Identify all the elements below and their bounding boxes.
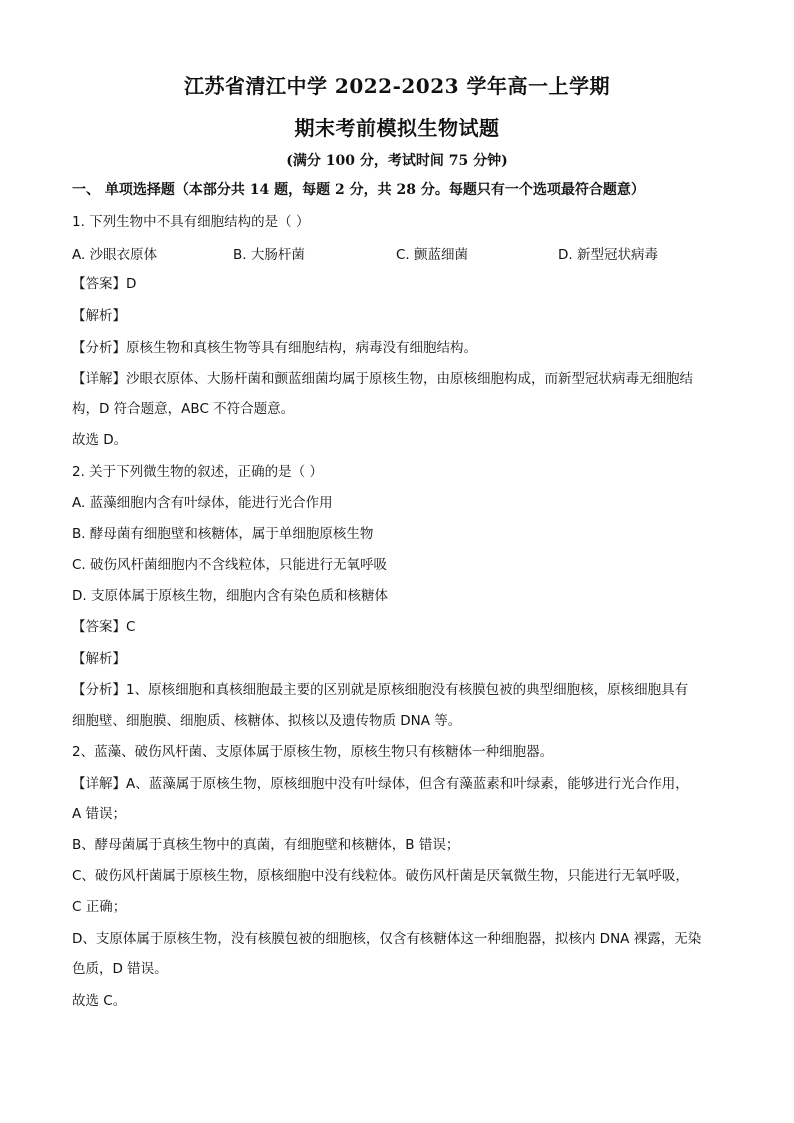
q2-fenxi-2: 细胞壁、细胞膜、细胞质、核糖体、拟核以及遗传物质 DNA 等。 — [72, 713, 462, 729]
q1-option-d: D. 新型冠状病毒 — [558, 247, 658, 263]
q2-option-c: C. 破伤风杆菌细胞内不含线粒体，只能进行无氧呼吸 — [72, 557, 388, 573]
q1-fenxi: 【分析】原核生物和真核生物等具有细胞结构，病毒没有细胞结构。 — [72, 340, 477, 356]
q1-detail-2: 构，D 符合题意，ABC 不符合题意。 — [72, 401, 295, 417]
q2-option-d: D. 支原体属于原核生物，细胞内含有染色质和核糖体 — [72, 588, 388, 604]
q1-option-c: C. 颤蓝细菌 — [396, 247, 469, 263]
q2-detail-c-2: C 正确； — [72, 899, 127, 915]
doc-title-line2: 期末考前模拟生物试题 — [294, 116, 500, 140]
q1-answer: 【答案】D — [72, 276, 137, 292]
q2-fenxi-1: 【分析】1、原核细胞和真核细胞最主要的区别就是原核细胞没有核膜包被的典型细胞核，原核细胞具有 — [72, 682, 689, 698]
q2-detail-a-2: A 错误； — [72, 806, 127, 822]
doc-title-line1: 江苏省清江中学 2022-2023 学年高一上学期 — [183, 74, 611, 98]
q2-detail-b: B、酵母菌属于真核生物中的真菌，有细胞壁和核糖体，B 错误； — [72, 837, 460, 853]
q2-analysis-label: 【解析】 — [72, 651, 126, 667]
exam-note: (满分 100 分，考试时间 75 分钟) — [286, 153, 508, 169]
q2-fenxi-3: 2、蓝藻、破伤风杆菌、支原体属于原核生物，原核生物只有核糖体一种细胞器。 — [72, 744, 554, 760]
q2-option-b: B. 酵母菌有细胞壁和核糖体，属于单细胞原核生物 — [72, 526, 374, 542]
q1-detail-1: 【详解】沙眼衣原体、大肠杆菌和颤蓝细菌均属于原核生物，由原核细胞构成，而新型冠状病毒无细胞结 — [72, 371, 693, 387]
q2-answer: 【答案】C — [72, 619, 136, 635]
q1-option-b: B. 大肠杆菌 — [233, 247, 305, 263]
q2-stem: 2. 关于下列微生物的叙述，正确的是（ ） — [72, 464, 323, 480]
q1-option-a: A. 沙眼衣原体 — [72, 247, 158, 263]
q1-stem: 1. 下列生物中不具有细胞结构的是（ ） — [72, 214, 310, 230]
q2-detail-c-1: C、破伤风杆菌属于原核生物，原核细胞中没有线粒体。破伤风杆菌是厌氧微生物，只能进行无氧呼吸， — [72, 868, 689, 884]
q2-detail-a-1: 【详解】A、蓝藻属于原核生物，原核细胞中没有叶绿体，但含有藻蓝素和叶绿素，能够进行光合作用， — [72, 776, 689, 792]
q2-option-a: A. 蓝藻细胞内含有叶绿体，能进行光合作用 — [72, 495, 333, 511]
q2-detail-d-1: D、支原体属于原核生物，没有核膜包被的细胞核，仅含有核糖体这一种细胞器，拟核内 DNA 裸露，无染 — [72, 931, 702, 947]
q2-conclusion: 故选 C。 — [72, 993, 127, 1009]
q1-conclusion: 故选 D。 — [72, 432, 128, 448]
q2-detail-d-2: 色质，D 错误。 — [72, 961, 168, 977]
section-heading: 一、 单项选择题（本部分共 14 题，每题 2 分，共 28 分。每题只有一个选项最符合题意） — [72, 182, 645, 198]
q1-analysis-label: 【解析】 — [72, 308, 126, 324]
